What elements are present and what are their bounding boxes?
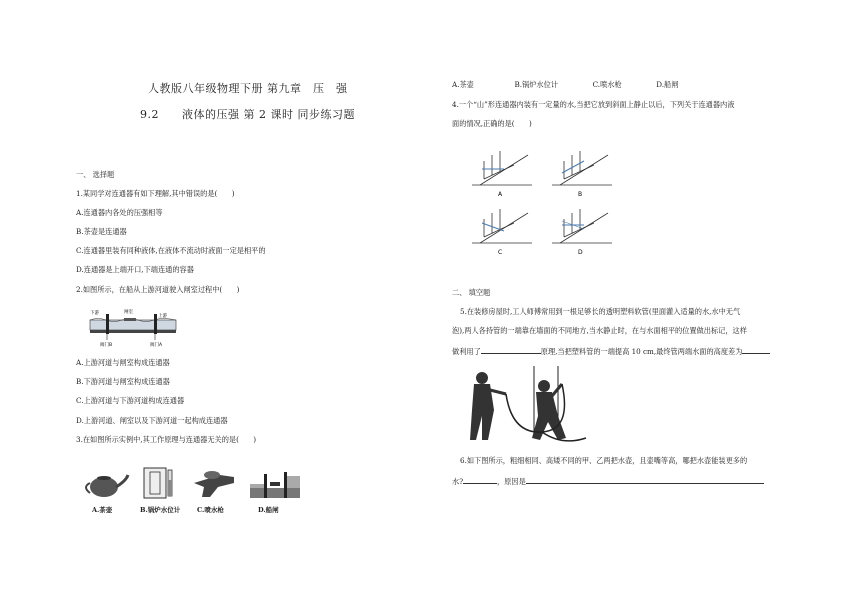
q4-figure-label-c: C <box>498 249 503 256</box>
q5-blank-1[interactable] <box>481 345 541 354</box>
q4-figure-b <box>552 151 612 185</box>
q4-figures <box>470 143 620 258</box>
q5-blank-2[interactable] <box>742 345 770 354</box>
boiler-gauge-figure <box>140 464 180 502</box>
q4-figure-label-a: A <box>498 191 503 198</box>
q3-option-c: C.喷水枪 <box>592 80 622 89</box>
q6-line2-middle: ，原因是 <box>497 477 526 486</box>
q3-option-d: D.船闸 <box>656 80 679 89</box>
q3-stem: 3.在如图所示实例中,其工作原理与连通器无关的是( ) <box>76 435 257 444</box>
q2-option-b: B.下游河道与闸室构成连通器 <box>76 377 170 386</box>
q4-figure-label-d: D <box>578 249 583 256</box>
lock-label-downstream: 下游 <box>90 311 99 316</box>
q5-line3 <box>452 345 770 357</box>
teapot-figure <box>82 465 130 501</box>
q3-options-row <box>452 80 678 90</box>
q4-figure-a <box>472 151 532 185</box>
workers-tube-figure <box>462 364 592 448</box>
ship-lock-figure <box>88 306 178 348</box>
q4-figure-c <box>472 209 532 243</box>
q1-option-a: A.连通器内各处的压强相等 <box>76 208 163 217</box>
ship-lock-small-figure <box>248 468 302 500</box>
q3-option-a: A.茶壶 <box>452 80 474 89</box>
q6-blank-2[interactable] <box>526 475 764 484</box>
q1-stem: 1.某同学对连通器有如下理解,其中错误的是( ) <box>76 189 235 198</box>
q2-option-d: D.上游河道、闸室以及下游河道一起构成连通器 <box>76 416 228 425</box>
q4-figure-label-b: B <box>578 191 583 198</box>
q1-option-b: B.茶壶是连通器 <box>76 227 127 236</box>
q1-option-d: D.连通器是上端开口,下端连通的容器 <box>76 265 194 274</box>
q5-line3-middle: 原理,当把塑料管的一端提高 10 cm,最终管两端水面的高度差为 <box>540 347 743 356</box>
q2-option-a: A.上游河道与闸室构成连通器 <box>76 358 170 367</box>
page-subtitle: 9.2 液体的压强 第 2 课时 同步练习题 <box>140 108 355 121</box>
q3-figure-label-a: A.茶壶 <box>92 506 113 514</box>
section-choice-heading: 一、 选择题 <box>76 170 115 179</box>
lock-label-upstream: 上游 <box>158 314 167 319</box>
q2-option-c: C.上游河道与下游河道构成连通器 <box>76 396 185 405</box>
q2-stem: 2.如图所示，在船从上游河道驶入闸室过程中( ) <box>76 285 240 294</box>
q4-stem-line2: 面的情况,正确的是( ) <box>452 119 532 128</box>
water-gun-figure <box>190 465 240 501</box>
lock-label-gate-a: 阀门A <box>150 343 163 348</box>
q1-option-c: C.连通器里装有同种液体,在液体不流动时液面一定是相平的 <box>76 246 266 255</box>
q6-blank-1[interactable] <box>463 475 497 484</box>
q6-line1: 6.如下图所示，粗细相同、高矮不同的甲、乙两把水壶，且壶嘴等高，哪把水壶能装更多的 <box>460 456 748 465</box>
q5-line2: 泡),两人各持管的一端靠在墙面的不同地方,当水静止时，在与水面相平的位置做出标记，这样 <box>452 326 747 335</box>
lock-label-chamber: 闸室 <box>124 310 133 315</box>
q3-figure-label-b: B.锅炉水位计 <box>140 506 181 514</box>
q5-line3-prefix: 做利用了 <box>452 347 481 356</box>
page-title: 人教版八年级物理下册 第九章 压 强 <box>148 82 348 95</box>
q5-line1: 5.在装修房屋时,工人师傅常用到一根足够长的透明塑料软管(里面灌入适量的水,水中无气 <box>460 307 741 316</box>
q3-figure-label-c: C.喷水枪 <box>197 506 224 514</box>
q6-line2 <box>452 475 764 487</box>
q4-stem-line1: 4.一个“山”形连通器内装有一定量的水,当把它放到斜面上静止以后，下列关于连通器内液 <box>452 100 735 109</box>
section-fill-heading: 二、 填空题 <box>452 288 491 297</box>
lock-label-gate-b: 阀门B <box>100 343 113 348</box>
q3-figure-label-d: D.船闸 <box>258 506 279 514</box>
q6-line2-prefix: 水? <box>452 477 464 486</box>
q3-option-b: B.锅炉水位计 <box>514 80 558 89</box>
q4-figure-d <box>552 209 612 243</box>
